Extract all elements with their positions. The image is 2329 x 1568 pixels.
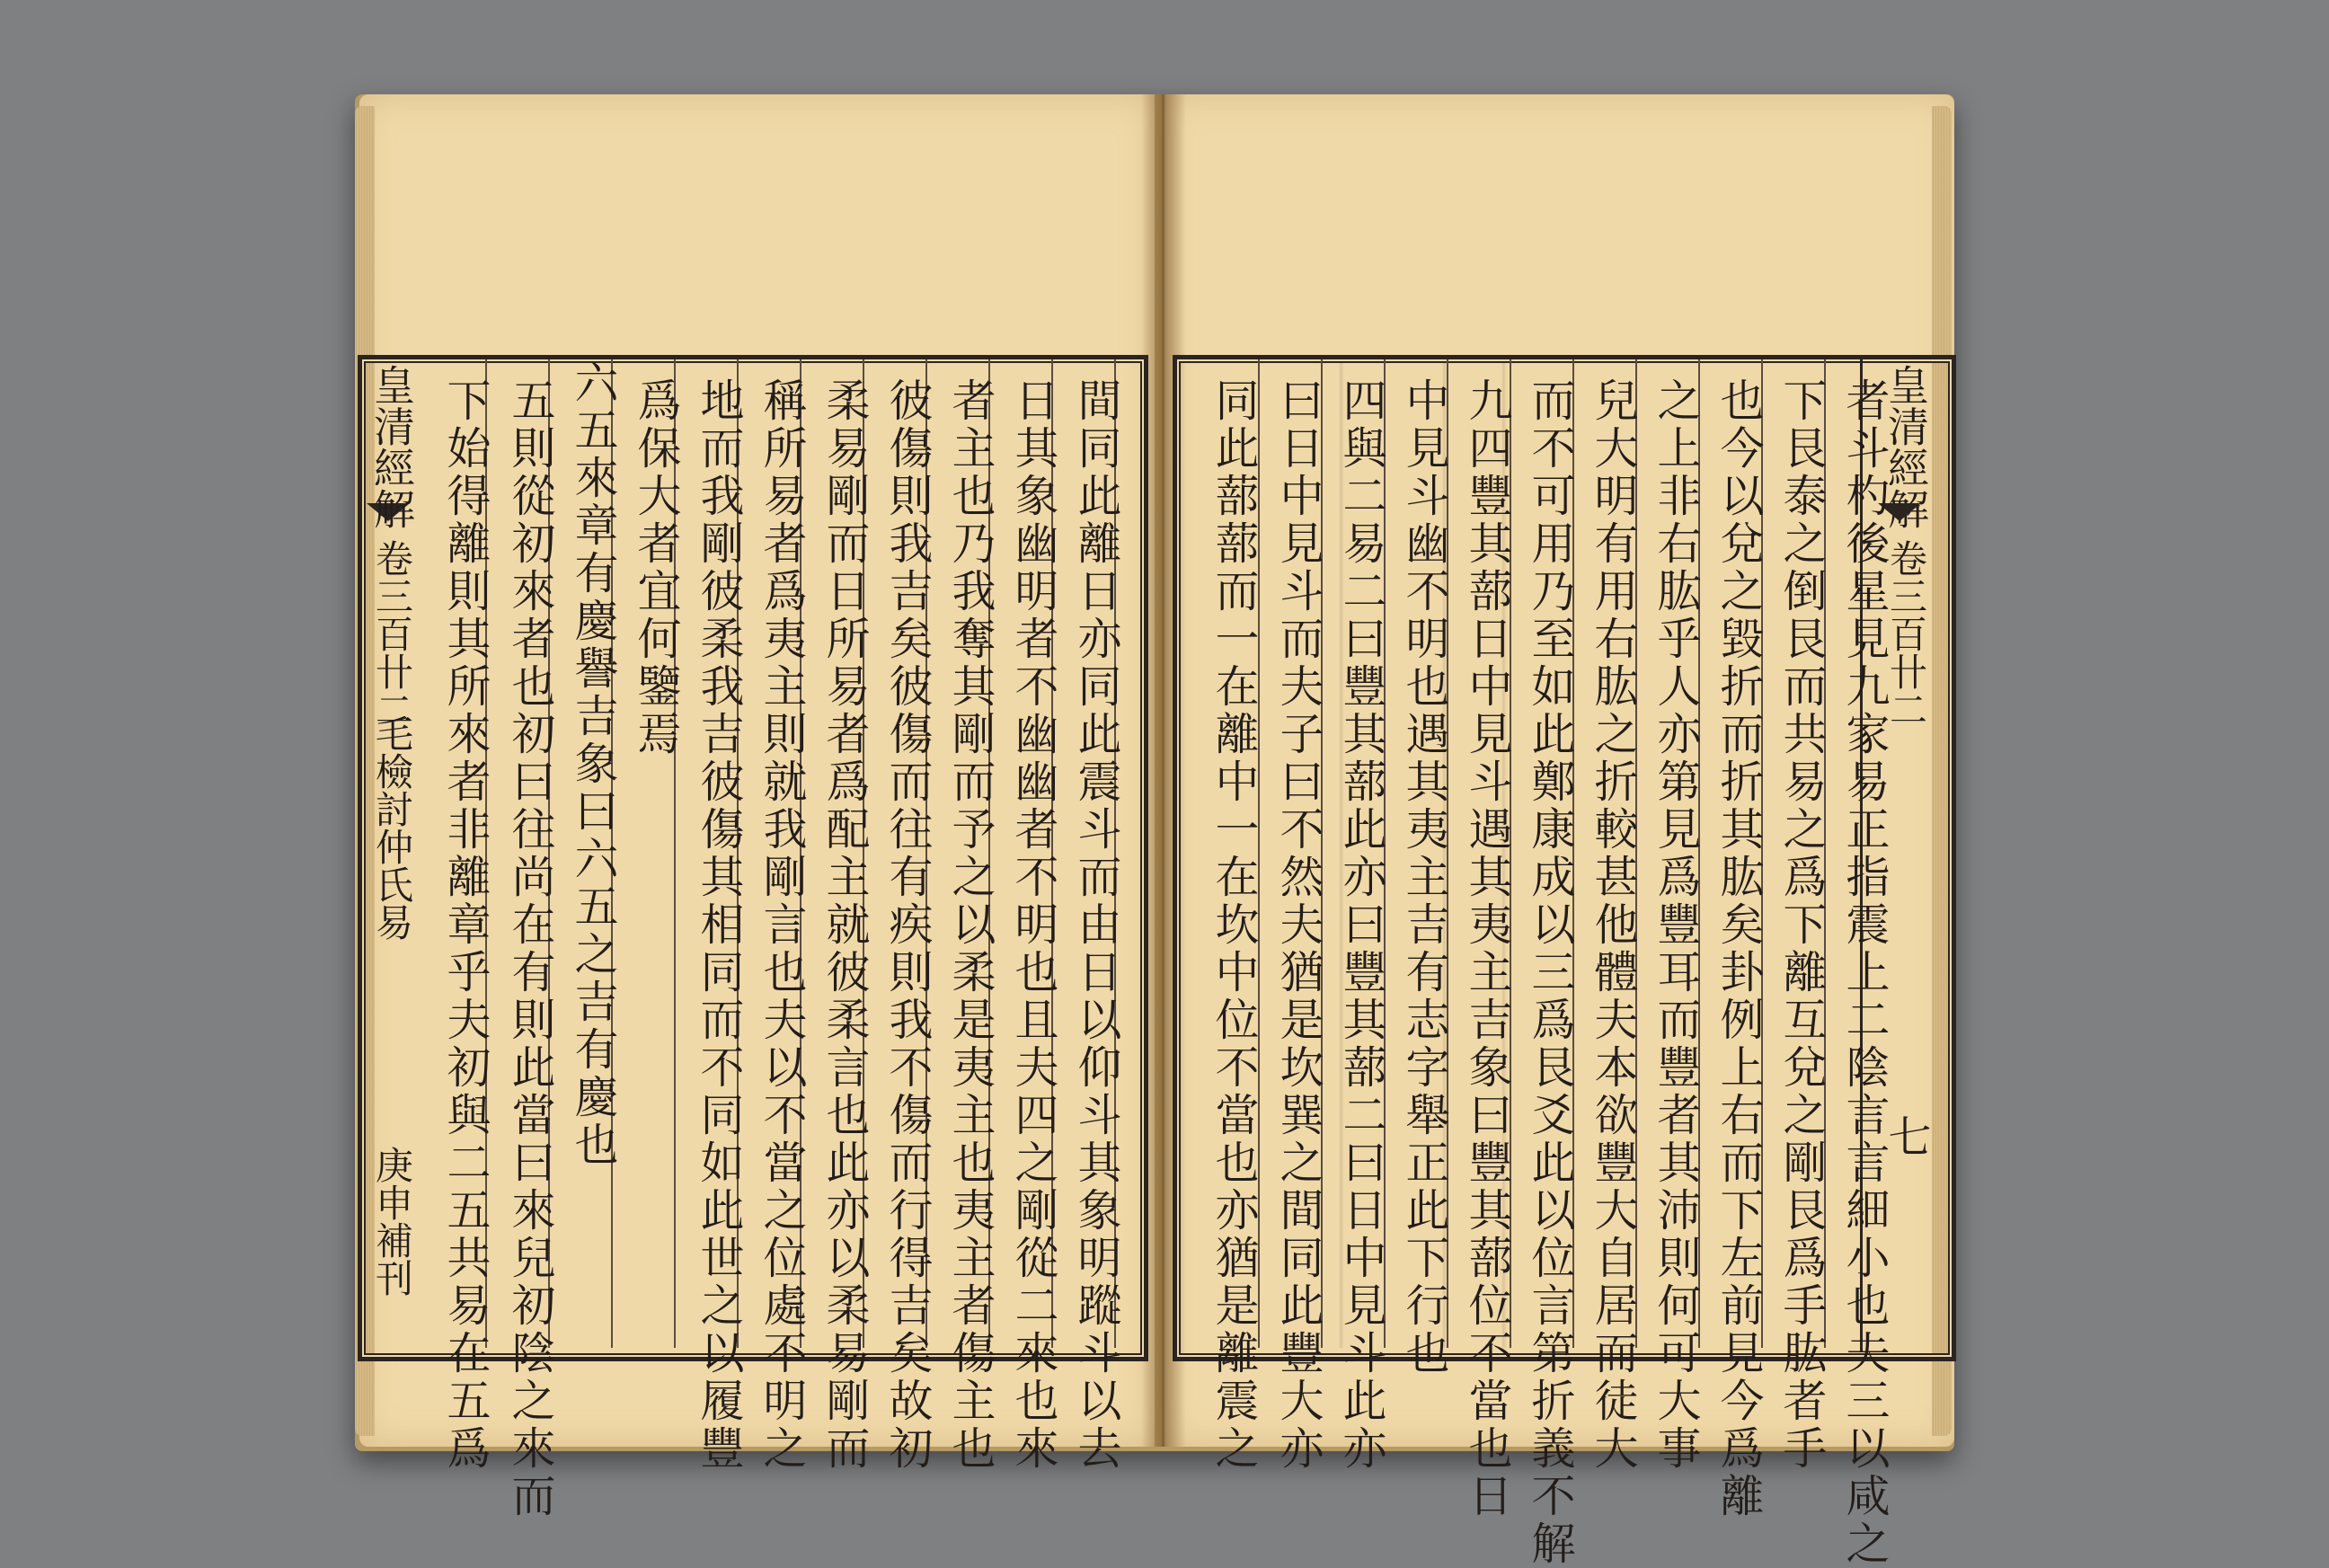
text-column: 下始得離則其所來者非離章乎夫初與二五共易在五爲 — [440, 377, 491, 1473]
volume-label: 卷三百卄二 — [1884, 539, 1928, 728]
text-column: 九四豐其蔀日中見斗遇其夷主吉象曰豐其蔀位不當也日 — [1462, 377, 1513, 1520]
text-column: 爲保大者宜何鑒焉 — [631, 377, 682, 758]
text-column: 日其象幽明者不幽幽者不明也且夫四之剛從二來也來 — [1008, 377, 1059, 1473]
text-column: 間同此離日亦同此震斗而由日以仰斗其象明蹤斗以去 — [1071, 377, 1122, 1473]
text-column: 四與二易二曰豐其蔀此亦曰豐其蔀二曰日中見斗此亦 — [1336, 377, 1387, 1473]
edition-label: 庚申補刊 — [370, 1146, 414, 1297]
text-column: 五則從初來者也初曰往尚在有則此當曰來兒初陰之來而 — [505, 377, 556, 1520]
text-column: 中見斗幽不明也遇其夷主吉有志字舉正此下行也 — [1399, 377, 1450, 1378]
text-column: 同此蔀蔀而一在離中一在坎中位不當也亦猶是離震之 — [1209, 377, 1260, 1473]
text-column: 之上非右肱乎人亦第見爲豐耳而豐者其沛則何可大事 — [1651, 377, 1702, 1473]
text-column: 也今以兌之毀折而折其肱矣卦例上右而下左前見今爲離 — [1714, 377, 1765, 1520]
text-column: 彼傷則我吉矣彼傷而往有疾則我不傷而行得吉矣故初 — [882, 377, 934, 1473]
folio-number: 七 — [1881, 1114, 1931, 1157]
text-column: 而不可用乃至如此鄭康成以三爲艮爻此以位言第折義不解 — [1525, 377, 1576, 1568]
text-column: 者主也乃我奪其剛而予之以柔是夷主也夷主者傷主也 — [945, 377, 996, 1473]
text-column: 曰日中見斗而夫子曰不然夫猶是坎巽之間同此豐大亦 — [1273, 377, 1324, 1473]
text-column: 六五來章有慶譽吉象曰六五之吉有慶也 — [568, 359, 619, 1169]
volume-label: 卷三百卄二 — [370, 539, 414, 728]
book-title: 皇清經解 — [1882, 364, 1930, 529]
text-column: 柔易剛而日所易者爲配主就彼柔言也此亦以柔易剛而 — [819, 377, 871, 1473]
text-column: 者斗杓後星見九家易正指震上二陰言言細小也夫三以咸之 — [1839, 377, 1891, 1568]
author-label: 毛檢討仲氏易 — [370, 714, 414, 941]
book-title: 皇清經解 — [368, 364, 416, 529]
text-column: 稱所易者爲夷主則就我剛言也夫以不當之位處不明之 — [757, 377, 808, 1473]
text-column: 下艮泰之倒艮而共易之爲下離互兌之剛艮爲手肱者手 — [1776, 377, 1828, 1473]
text-column: 兒大明有用右肱之折較甚他體夫本欲豐大自居而徒大 — [1588, 377, 1639, 1473]
text-column: 地而我剛彼柔我吉彼傷其相同而不同如此世之以履豐 — [694, 377, 745, 1473]
